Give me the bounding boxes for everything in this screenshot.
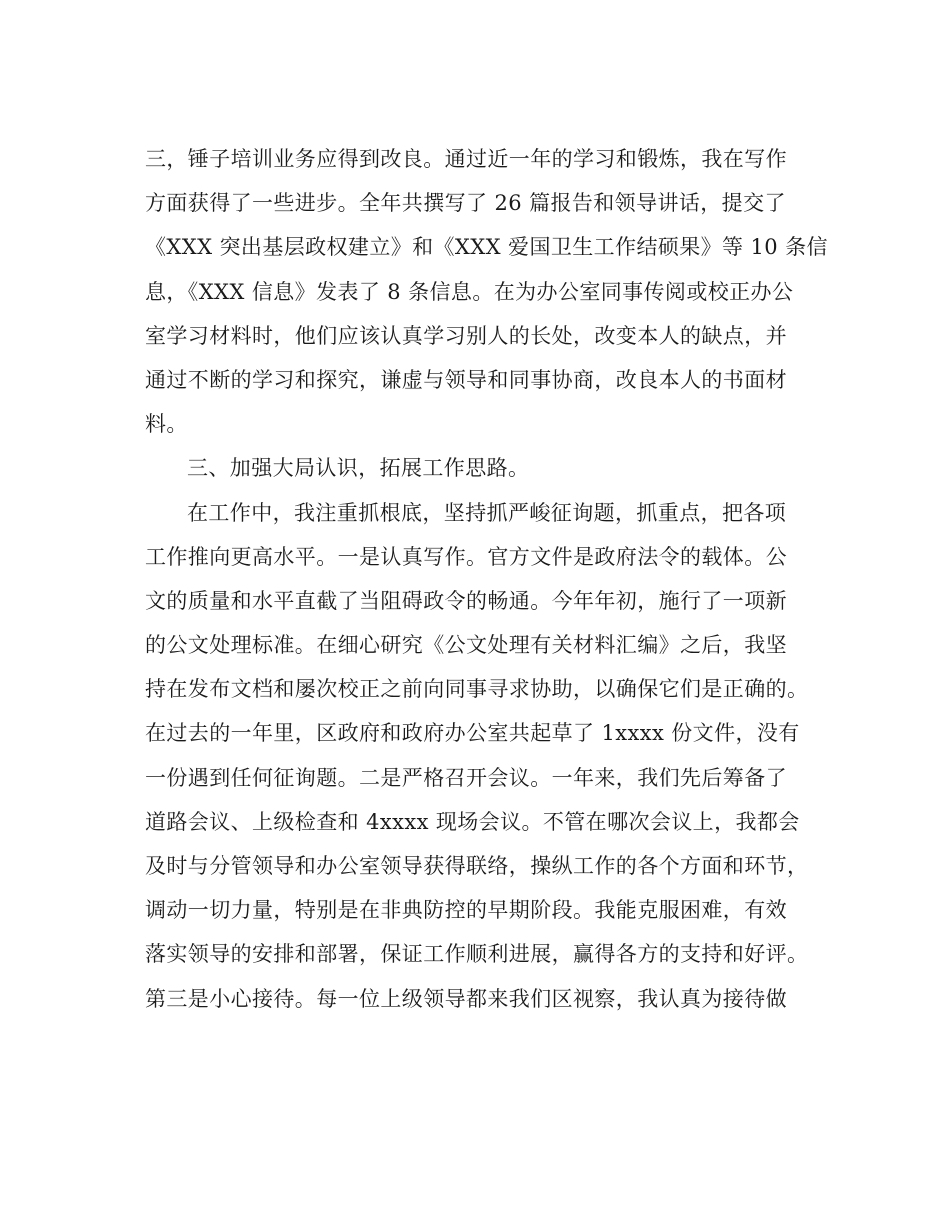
text-line: 室学习材料时，他们应该认真学习别人的长处，改变本人的缺点，并 [145, 323, 787, 348]
text-line: 持在发布文档和屡次校正之前向同事寻求协助，以确保它们是正确的。 [145, 677, 809, 702]
text-line: 道路会议、上级检查和 4xxxx 现场会议。不管在哪次会议上，我都会 [145, 809, 800, 834]
text-line: 的公文处理标准。在细心研究《公文处理有关材料汇编》之后，我坚 [145, 633, 787, 658]
text-line: 一份遇到任何征询题。二是严格召开会议。一年来，我们先后筹备了 [145, 765, 787, 790]
document-body [145, 137, 828, 1021]
text-line: 在过去的一年里，区政府和政府办公室共起草了 1xxxx 份文件，没有 [145, 721, 800, 746]
text-line: 《XXX 突出基层政权建立》和《XXX 爱国卫生工作结硕果》等 10 条信 [145, 235, 828, 260]
text-line: 调动一切力量，特别是在非典防控的早期阶段。我能克服困难，有效 [145, 898, 787, 923]
text-line: 第三是小心接待。每一位上级领导都来我们区视察，我认真为接待做 [145, 986, 787, 1011]
text-line: 文的质量和水平直截了当阻碍政令的畅通。今年年初，施行了一项新 [145, 588, 787, 613]
text-line: 息，《XXX 信息》发表了 8 条信息。在为办公室同事传阅或校正办公 [145, 279, 794, 304]
paragraph-first-line: 在工作中，我注重抓根底，坚持抓严峻征询题，抓重点，把各项 [187, 500, 787, 525]
text-line: 通过不断的学习和探究，谦虚与领导和同事协商，改良本人的书面材 [145, 367, 787, 392]
text-line: 工作推向更高水平。一是认真写作。官方文件是政府法令的载体。公 [145, 544, 787, 569]
text-line: 及时与分管领导和办公室领导获得联络，操纵工作的各个方面和环节， [145, 854, 809, 878]
text-line: 料。 [145, 412, 188, 437]
text-line: 落实领导的安排和部署，保证工作顺利进展，赢得各方的支持和好评。 [145, 942, 809, 967]
text-line: 三，锤子培训业务应得到改良。通过近一年的学习和锻炼，我在写作 [145, 147, 787, 171]
section-heading: 三、加强大局认识，拓展工作思路。 [187, 456, 530, 481]
text-line: 方面获得了一些进步。全年共撰写了 26 篇报告和领导讲话，提交了 [145, 191, 786, 216]
